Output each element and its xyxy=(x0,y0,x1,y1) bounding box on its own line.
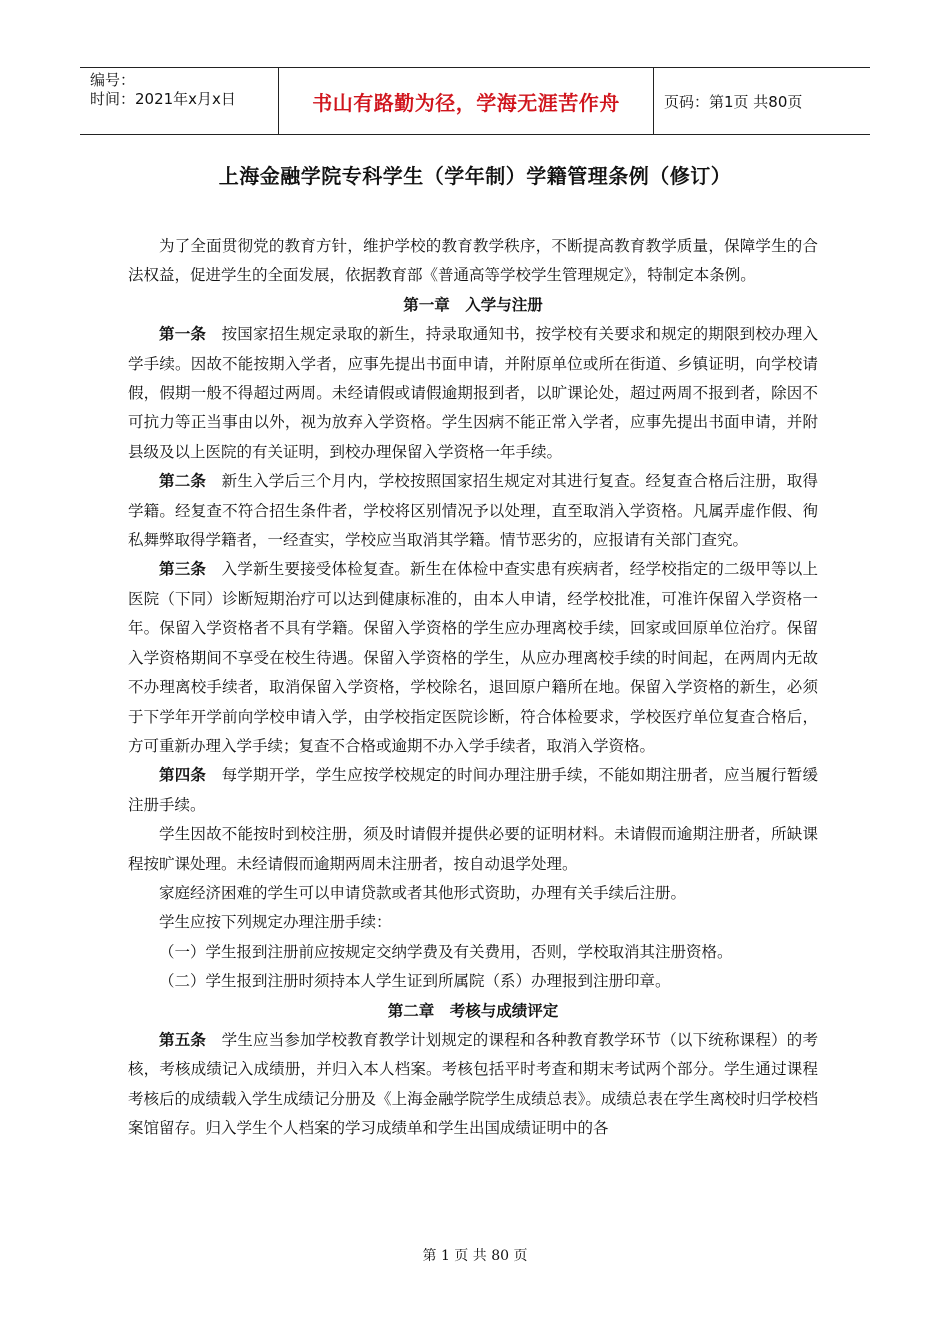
article-paragraph xyxy=(128,320,818,467)
article-text: 新生入学后三个月内，学校按照国家招生规定对其进行复查。经复查合格后注册，取得学籍。经复查不符合招生条件者，学校将区别情况予以处理，直至取消入学资格。凡属弄虚作假、徇私舞弊取得学籍者，一经查实，学校应当取消其学籍。情节恶劣的，应报请有关部门查究。 xyxy=(128,472,818,550)
header-motto: 书山有路勤为径，学海无涯苦作舟 xyxy=(279,68,654,134)
time-label: 时间：2021年x月x日 xyxy=(90,90,236,108)
document-header xyxy=(80,67,870,135)
article-text: 每学期开学，学生应按学校规定的时间办理注册手续，不能如期注册者，应当履行暂缓注册手续。 xyxy=(128,766,818,814)
article-text: 学生应当参加学校教育教学计划规定的课程和各种教育教学环节（以下统称课程）的考核，考核成绩记入成绩册，并归入本人档案。考核包括平时考查和期末考试两个部分。学生通过课程考核后的成绩载入学生成绩记分册及《上海金融学院学生成绩总表》。成绩总表在学生离校时归学校档案馆留存。归入学生个人档案的学习成绩单和学生出国成绩证明中的各 xyxy=(128,1030,818,1138)
document-body xyxy=(128,232,818,1144)
article-paragraph xyxy=(128,1026,818,1144)
header-page-label: 页码：第1页 共80页 xyxy=(664,92,803,111)
list-item: （二）学生报到注册时须持本人学生证到所属院（系）办理报到注册印章。 xyxy=(159,972,671,991)
article-paragraph xyxy=(128,761,818,820)
article-paragraph xyxy=(128,555,818,761)
chapter-heading: 第一章 入学与注册 xyxy=(403,295,543,314)
number-label: 编号： xyxy=(90,71,136,89)
body-paragraph: 学生应按下列规定办理注册手续： xyxy=(159,913,392,932)
chapter-heading: 第二章 考核与成绩评定 xyxy=(387,1001,559,1020)
header-meta xyxy=(80,68,279,134)
article-text: 按国家招生规定录取的新生，持录取通知书，按学校有关要求和规定的期限到校办理入学手续。因故不能按期入学者，应事先提出书面申请，并附原单位或所在街道、乡镇证明，向学校请假，假期一般不得超过两周。未经请假或请假逾期报到者，以旷课论处，超过两周不报到者，除因不可抗力等正当事由以外，视为放弃入学资格。学生因病不能正常入学者，应事先提出书面申请，并附县级及以上医院的有关证明，到校办理保留入学资格一年手续。 xyxy=(128,325,818,461)
document-title: 上海金融学院专科学生（学年制）学籍管理条例（修订） xyxy=(218,164,732,188)
intro-paragraph: 为了全面贯彻党的教育方针，维护学校的教育教学秩序，不断提高教育教学质量，保障学生的合法权益，促进学生的全面发展，依据教育部《普通高等学校学生管理规定》，特制定本条例。 xyxy=(128,237,818,285)
article-label: 第二条 xyxy=(159,472,207,491)
page-footer: 第 1 页 共 80 页 xyxy=(422,1248,528,1264)
list-item: （一）学生报到注册前应按规定交纳学费及有关费用，否则，学校取消其注册资格。 xyxy=(159,942,733,961)
article-paragraph xyxy=(128,467,818,555)
body-paragraph: 学生因故不能按时到校注册，须及时请假并提供必要的证明材料。未请假而逾期注册者，所缺课程按旷课处理。未经请假而逾期两周未注册者，按自动退学处理。 xyxy=(128,825,818,873)
article-label: 第四条 xyxy=(159,766,207,785)
body-paragraph: 家庭经济困难的学生可以申请贷款或者其他形式资助，办理有关手续后注册。 xyxy=(159,883,687,902)
article-label: 第一条 xyxy=(159,325,207,344)
article-label: 第五条 xyxy=(159,1030,207,1049)
article-text: 入学新生要接受体检复查。新生在体检中查实患有疾病者，经学校指定的二级甲等以上医院（下同）诊断短期治疗可以达到健康标准的，由本人申请，经学校批准，可准许保留入学资格一年。保留入学资格者不具有学籍。保留入学资格的学生应办理离校手续，回家或回原单位治疗。保留入学资格期间不享受在校生待遇。保留入学资格的学生，从应办理离校手续的时间起，在两周内无故不办理离校手续者，取消保留入学资格，学校除名，退回原户籍所在地。保留入学资格的新生，必须于下学年开学前向学校申请入学，由学校指定医院诊断，符合体检要求，学校医疗单位复查合格后，方可重新办理入学手续；复查不合格或逾期不办入学手续者，取消入学资格。 xyxy=(128,560,818,755)
article-label: 第三条 xyxy=(159,560,207,579)
